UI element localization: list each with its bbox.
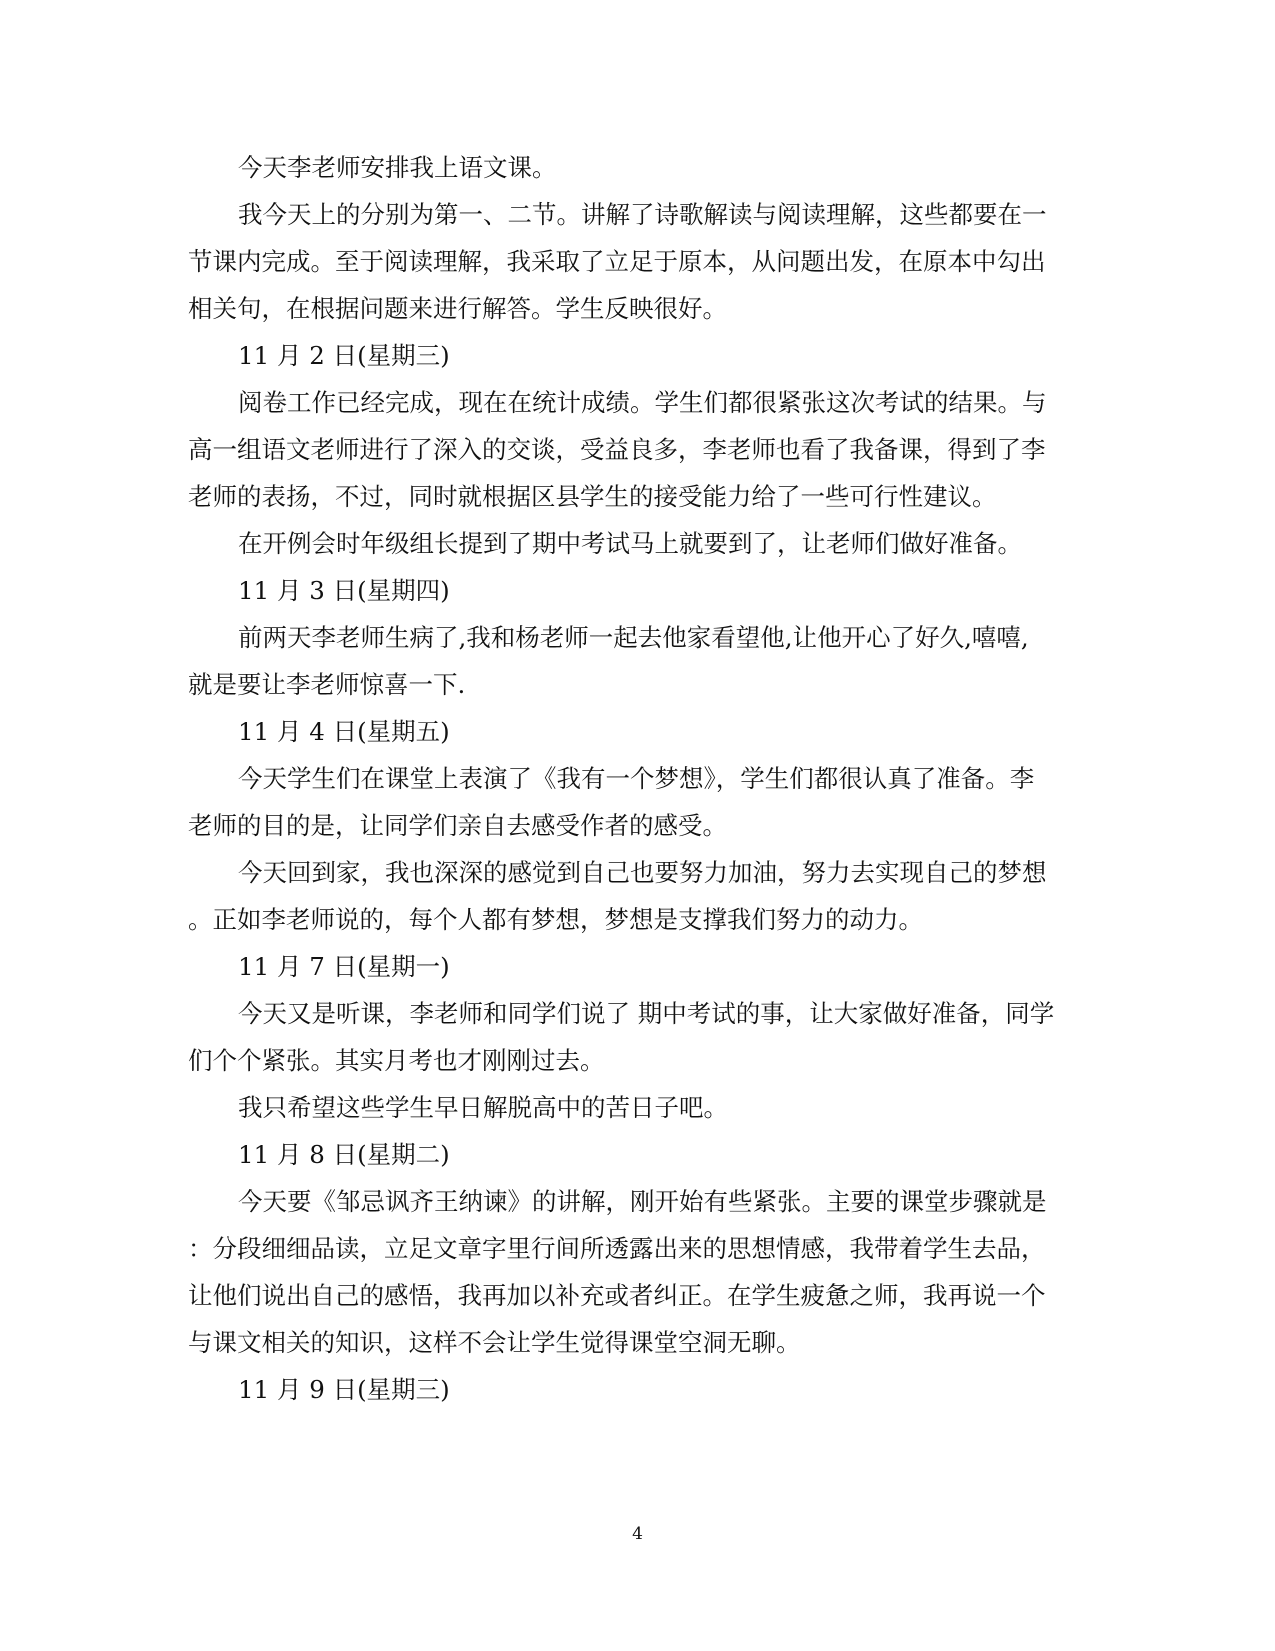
paragraph-line: 前两天李老师生病了,我和杨老师一起去他家看望他,让他开心了好久,嘻嘻, — [238, 623, 1029, 652]
paragraph-line: 让他们说出自己的感悟，我再加以补充或者纠正。在学生疲惫之师，我再说一个 — [188, 1281, 1046, 1310]
paragraph-line: 我今天上的分别为第一、二节。讲解了诗歌解读与阅读理解，这些都要在一 — [238, 200, 1047, 229]
paragraph-line: 相关句，在根据问题来进行解答。学生反映很好。 — [188, 294, 727, 323]
date-heading: 11 月 7 日(星期一) — [238, 952, 450, 981]
paragraph-line: 今天又是听课，李老师和同学们说了 期中考试的事，让大家做好准备，同学 — [238, 999, 1055, 1028]
paragraph-line: 老师的表扬，不过，同时就根据区县学生的接受能力给了一些可行性建议。 — [188, 482, 997, 511]
date-heading: 11 月 2 日(星期三) — [238, 341, 450, 370]
date-heading: 11 月 3 日(星期四) — [238, 576, 450, 605]
paragraph-line: 今天学生们在课堂上表演了《我有一个梦想》，学生们都很认真了准备。李 — [238, 764, 1035, 793]
paragraph-line: 们个个紧张。其实月考也才刚刚过去。 — [188, 1046, 605, 1075]
paragraph-line: 就是要让李老师惊喜一下. — [188, 670, 466, 699]
paragraph-line: 在开例会时年级组长提到了期中考试马上就要到了，让老师们做好准备。 — [238, 529, 1022, 558]
paragraph-line: 今天回到家，我也深深的感觉到自己也要努力加油，努力去实现自己的梦想 — [238, 858, 1047, 887]
paragraph-line: 高一组语文老师进行了深入的交谈，受益良多，李老师也看了我备课，得到了李 — [188, 435, 1046, 464]
paragraph-line: 。正如李老师说的，每个人都有梦想，梦想是支撑我们努力的动力。 — [188, 905, 923, 934]
date-heading: 11 月 8 日(星期二) — [238, 1140, 450, 1169]
date-heading: 11 月 9 日(星期三) — [238, 1375, 450, 1404]
paragraph-line: 我只希望这些学生早日解脱高中的苦日子吧。 — [238, 1093, 728, 1122]
paragraph-line: 阅卷工作已经完成，现在在统计成绩。学生们都很紧张这次考试的结果。与 — [238, 388, 1047, 417]
paragraph-line: ：分段细细品读，立足文章字里行间所透露出来的思想情感，我带着学生去品， — [188, 1234, 1046, 1263]
paragraph-line: 与课文相关的知识，这样不会让学生觉得课堂空洞无聊。 — [188, 1328, 801, 1357]
date-heading: 11 月 4 日(星期五) — [238, 717, 450, 746]
paragraph-line: 老师的目的是，让同学们亲自去感受作者的感受。 — [188, 811, 727, 840]
paragraph-line: 今天李老师安排我上语文课。 — [238, 153, 557, 182]
page-number: 4 — [632, 1524, 643, 1544]
paragraph-line: 节课内完成。至于阅读理解，我采取了立足于原本，从问题出发，在原本中勾出 — [188, 247, 1046, 276]
paragraph-line: 今天要《邹忌讽齐王纳谏》的讲解，刚开始有些紧张。主要的课堂步骤就是 — [238, 1187, 1047, 1216]
